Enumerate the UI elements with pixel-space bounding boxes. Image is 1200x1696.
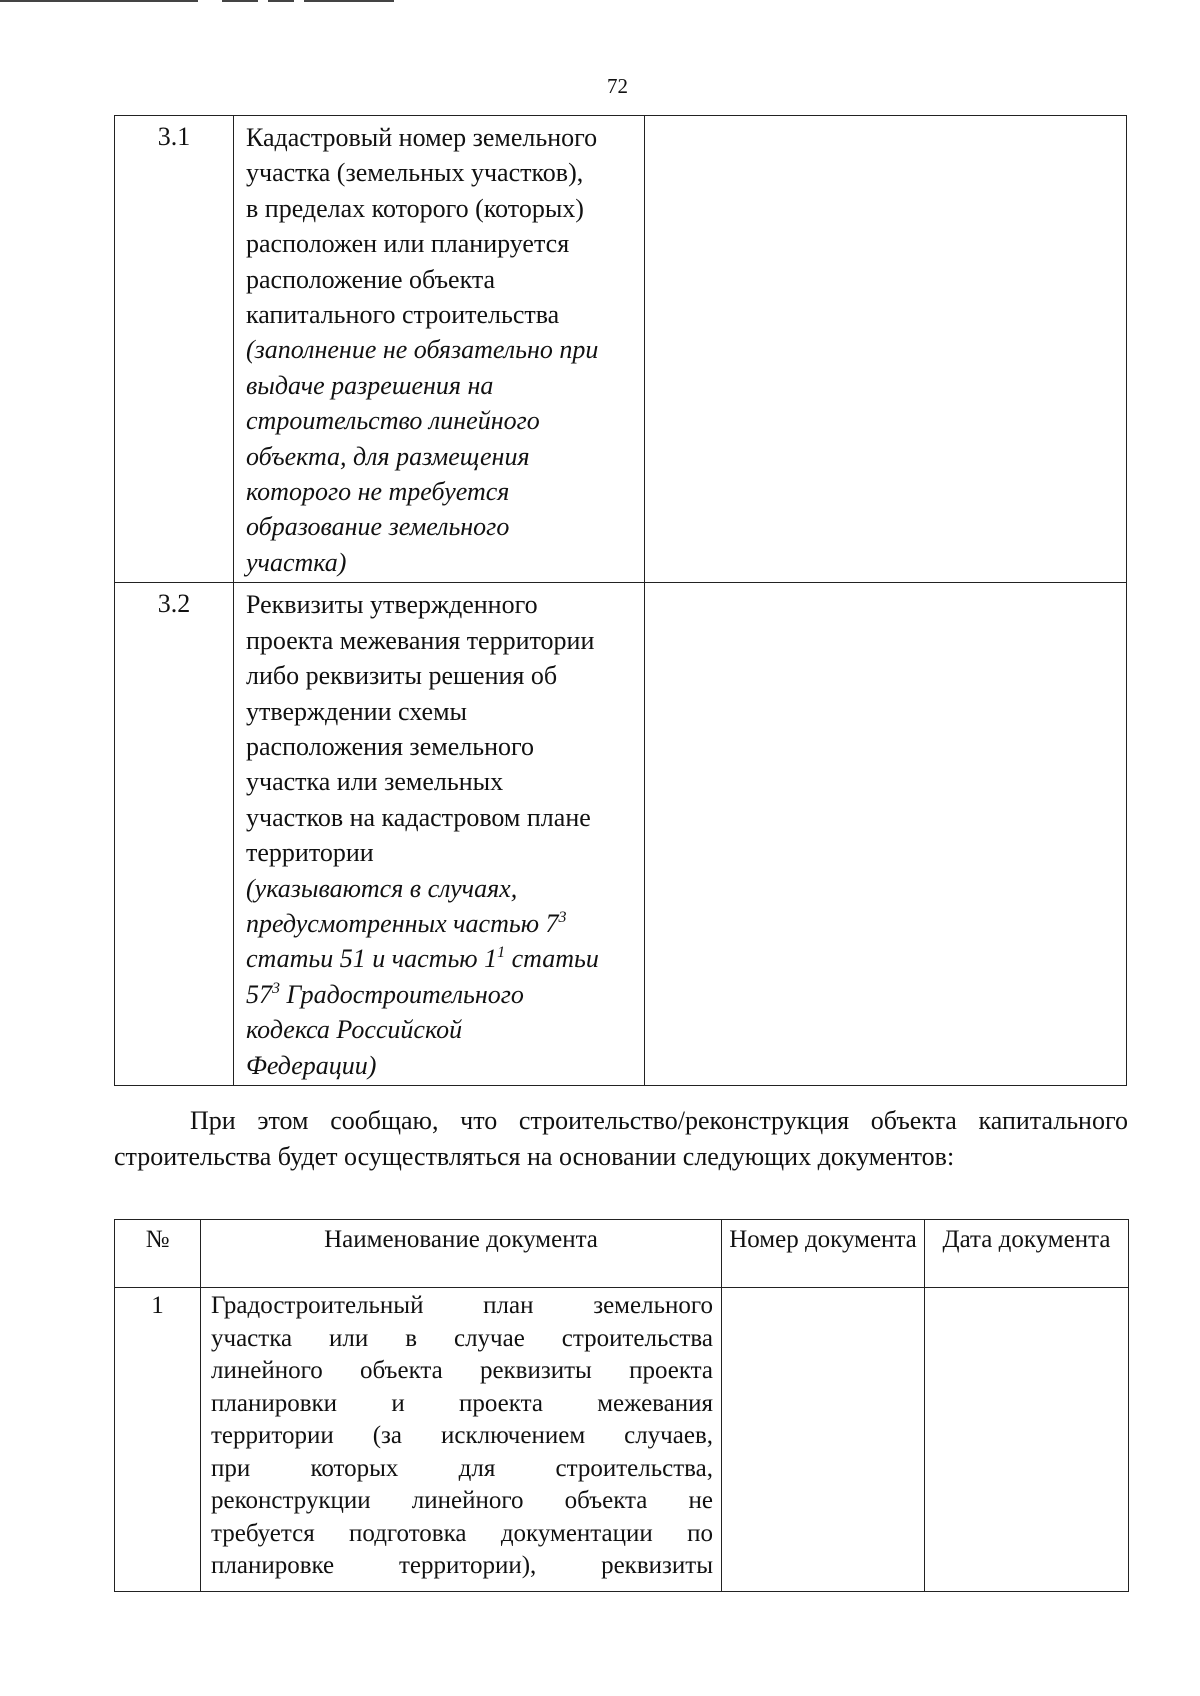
description-line: Кадастровый номер земельного [246,123,598,152]
row-description [234,583,645,1086]
document-name-line: при которых для строительства, [211,1454,713,1482]
note-line: которого не требуется [246,477,510,507]
intro-paragraph: При этом сообщаю, что строительство/реконструкция объекта капитального строительства будет осуществляться на основании следующих документов: [114,1106,1128,1171]
note-line: (заполнение не обязательно при [246,335,599,365]
note-line: Федерации) [246,1050,377,1080]
description-line: проекта межевания территории [246,625,595,655]
note-line: (указываются в случаях, [246,873,518,903]
description-line: в пределах которого (которых) [246,193,584,223]
document-name-line: территории (за исключением случаев, [211,1422,713,1449]
document-name-line: планировки и проекта межевания [211,1389,713,1417]
page-number: 72 [607,74,628,98]
description-line: участка (земельных участков), [246,158,584,188]
document-date-cell[interactable] [925,1288,1129,1592]
description-line: либо реквизиты решения об [246,661,558,691]
row-value-cell[interactable] [645,116,1127,583]
note-text: статьи 51 и частью 1 [246,944,498,974]
table-row [115,583,1127,1086]
note-line: строительство линейного [246,406,540,436]
document-name-line: Градостроительный план земельного [211,1292,713,1319]
description-line: расположен или планируется [246,229,570,259]
document-name-line: участка или в случае строительства [211,1324,713,1352]
row-number: 1 [115,1288,201,1592]
description-line: Реквизиты утвержденного [246,590,538,620]
document-name [201,1288,722,1592]
note-text: предусмотренных частью 7 [246,908,559,938]
note-line [246,941,638,976]
note-line: выдаче разрешения на [246,370,494,400]
description-line: территории [246,838,374,868]
superscript: 3 [558,908,567,926]
row-description [234,116,645,583]
document-name-line: планировке территории), реквизиты [211,1552,713,1579]
note-line: участка) [246,547,347,577]
row-value-cell[interactable] [645,583,1127,1086]
row-number: 3.1 [115,116,234,583]
note-line: образование земельного [246,512,510,542]
document-name-line: линейного объекта реквизиты проекта [211,1357,713,1384]
column-header-number: Номер документа [722,1220,925,1288]
scan-artifact-line [222,0,258,2]
scan-artifact-line [0,0,198,2]
note-line: объекта, для размещения [246,441,530,471]
documents-table [114,1219,1129,1592]
note-line: кодекса Российской [246,1015,463,1045]
document-name-line: реконструкции линейного объекта не [211,1487,713,1514]
scan-artifact-line [304,0,394,2]
description-line: расположение объекта [246,264,496,294]
parcel-info-table [114,115,1127,1086]
superscript: 3 [272,979,280,997]
row-number: 3.2 [115,583,234,1086]
note-text: 57 [246,979,272,1009]
note-line [246,906,638,941]
table-row [115,1288,1129,1592]
column-header-date: Дата документа [925,1220,1129,1288]
document-number-cell[interactable] [722,1288,925,1592]
description-line: утверждении схемы [246,696,468,726]
description-line: участков на кадастровом плане [246,802,591,832]
note-text: статьи [505,944,599,974]
table-header-row [115,1220,1129,1288]
scan-artifact-line [268,0,294,2]
note-text: Градостроительного [280,979,524,1009]
column-header-name: Наименование документа [201,1220,722,1288]
description-line: участка или земельных [246,767,504,797]
table-row [115,116,1127,583]
document-name-line: требуется подготовка документации по [211,1519,713,1547]
column-header-num: № [115,1220,201,1288]
superscript: 1 [497,944,506,962]
description-line: расположения земельного [246,731,534,761]
description-line: капитального строительства [246,300,560,330]
note-line [246,977,638,1012]
